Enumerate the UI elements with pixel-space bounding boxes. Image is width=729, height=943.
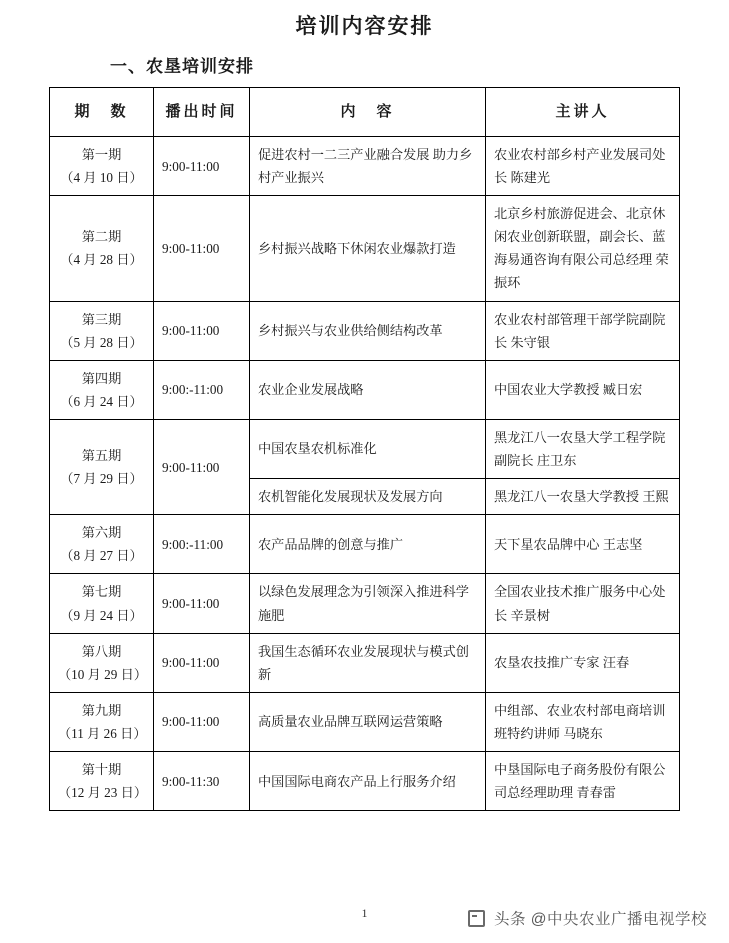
- cell-time: 9:00-11:00: [154, 419, 250, 514]
- period-number: 第六期: [81, 525, 122, 541]
- page-title: 培训内容安排: [295, 14, 434, 38]
- period-number: 第二期: [81, 229, 122, 245]
- period-number: 第一期: [81, 147, 122, 162]
- cell-content: 农机智能化发展现状及发展方向: [250, 479, 486, 515]
- period-date: （4 月 10 日）: [60, 170, 143, 186]
- cell-period: [50, 574, 154, 633]
- period-date: （7 月 29 日）: [60, 471, 143, 487]
- table-row: [50, 360, 680, 419]
- period-date: （4 月 28 日）: [60, 252, 143, 268]
- cell-speaker: 全国农业技术推广服务中心处长 辛景树: [486, 574, 680, 633]
- watermark: [468, 907, 707, 929]
- period-number: 第四期: [81, 370, 122, 386]
- period-date: （10 月 29 日）: [58, 666, 148, 682]
- cell-time: 9:00:-11:00: [154, 515, 250, 574]
- column-header-period: 期 数: [50, 88, 154, 137]
- cell-time: 9:00-11:00: [154, 196, 250, 301]
- page-number: 1: [361, 906, 368, 920]
- cell-speaker: 黑龙江八一农垦大学教授 王熙: [486, 479, 680, 515]
- table-row: [50, 633, 680, 692]
- period-number: 第三期: [81, 311, 122, 327]
- cell-speaker: 北京乡村旅游促进会、北京休闲农业创新联盟，副会长、蓝海易通咨询有限公司总经理 荣振环: [486, 196, 680, 301]
- period-date: （12 月 23 日）: [58, 785, 148, 801]
- table-row: [50, 515, 680, 574]
- table-row: [50, 301, 680, 360]
- cell-time: 9:00-11:00: [154, 633, 250, 692]
- column-header-time: 播出时间: [154, 88, 250, 137]
- cell-speaker: 中垦国际电子商务股份有限公司总经理助理 青春雷: [486, 751, 680, 810]
- period-date: （5 月 28 日）: [60, 334, 143, 350]
- section-title: 一、农垦培训安排: [110, 57, 254, 76]
- period-date: （6 月 24 日）: [60, 393, 143, 409]
- period-number: 第七期: [81, 584, 122, 600]
- cell-time: 9:00-11:00: [154, 137, 250, 196]
- period-number: 第八期: [81, 643, 122, 659]
- cell-content: 促进农村一二三产业融合发展 助力乡村产业振兴: [250, 137, 486, 196]
- cell-period: [50, 515, 154, 574]
- cell-speaker: 农垦农技推广专家 汪春: [486, 633, 680, 692]
- cell-speaker: 中组部、农业农村部电商培训班特约讲师 马晓东: [486, 692, 680, 751]
- cell-content: 我国生态循环农业发展现状与模式创新: [250, 633, 486, 692]
- period-date: （11 月 26 日）: [58, 725, 147, 741]
- period-number: 第九期: [81, 702, 122, 718]
- table-row: [50, 196, 680, 301]
- cell-speaker: 农业农村部管理干部学院副院长 朱守银: [486, 301, 680, 360]
- cell-time: 9:00-11:00: [154, 301, 250, 360]
- period-number: 第五期: [81, 447, 122, 463]
- cell-time: 9:00-11:00: [154, 574, 250, 633]
- cell-content: 农业企业发展战略: [250, 360, 486, 419]
- cell-period: [50, 633, 154, 692]
- cell-content: 高质量农业品牌互联网运营策略: [250, 692, 486, 751]
- cell-period: [50, 360, 154, 419]
- table-row: [50, 419, 680, 478]
- cell-period: [50, 419, 154, 514]
- document-page: [0, 10, 729, 943]
- cell-speaker: 中国农业大学教授 臧日宏: [486, 360, 680, 419]
- cell-period: [50, 301, 154, 360]
- toutiao-logo-icon: [468, 910, 490, 927]
- cell-period: [50, 137, 154, 196]
- watermark-text: 头条 @中央农业广播电视学校: [493, 911, 707, 928]
- table-row: [50, 574, 680, 633]
- cell-content: 乡村振兴战略下休闲农业爆款打造: [250, 196, 486, 301]
- cell-content: 中国农垦农机标准化: [250, 419, 486, 478]
- cell-content: 以绿色发展理念为引领深入推进科学施肥: [250, 574, 486, 633]
- cell-period: [50, 751, 154, 810]
- table-row: [50, 751, 680, 810]
- table-row: [50, 137, 680, 196]
- cell-content: 中国国际电商农产品上行服务介绍: [250, 751, 486, 810]
- cell-time: 9:00:-11:00: [154, 360, 250, 419]
- cell-content: 农产品品牌的创意与推广: [250, 515, 486, 574]
- cell-period: [50, 692, 154, 751]
- cell-speaker: 黑龙江八一农垦大学工程学院副院长 庄卫东: [486, 419, 680, 478]
- training-schedule-table: [49, 87, 680, 811]
- column-header-content: 内 容: [250, 88, 486, 137]
- cell-time: 9:00-11:30: [154, 751, 250, 810]
- column-header-speaker: 主讲人: [486, 88, 680, 137]
- table-row: [50, 692, 680, 751]
- cell-time: 9:00-11:00: [154, 692, 250, 751]
- period-date: （8 月 27 日）: [60, 548, 143, 564]
- table-header-row: [50, 88, 680, 137]
- cell-period: [50, 196, 154, 301]
- period-number: 第十期: [81, 761, 122, 777]
- cell-speaker: 农业农村部乡村产业发展司处长 陈建光: [486, 137, 680, 196]
- period-date: （9 月 24 日）: [60, 607, 143, 623]
- cell-speaker: 天下星农品牌中心 王志坚: [486, 515, 680, 574]
- cell-content: 乡村振兴与农业供给侧结构改革: [250, 301, 486, 360]
